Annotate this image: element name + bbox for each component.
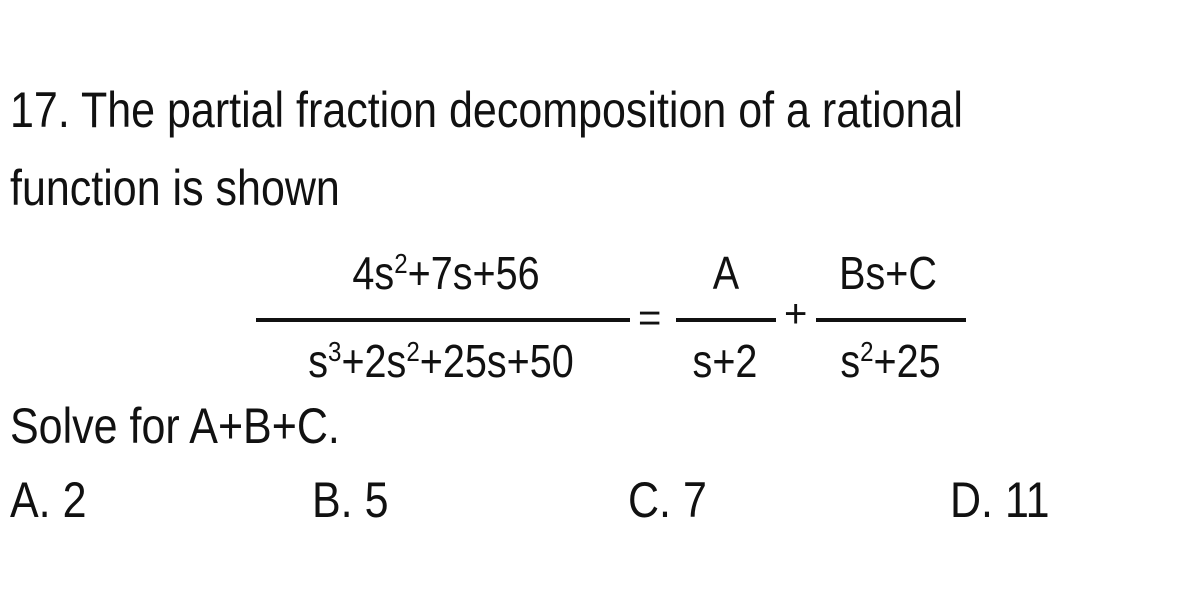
lhs-numerator xyxy=(317,248,575,305)
plus-sign: + xyxy=(784,292,808,336)
lhs-den-b: +2s xyxy=(341,335,407,387)
solve-instruction: Solve for A+B+C. xyxy=(10,398,340,454)
lhs-den-exp1: 3 xyxy=(328,336,342,367)
lhs-num-exp: 2 xyxy=(394,248,408,279)
choice-a: A. 2 xyxy=(10,472,87,528)
t2-den-a: s xyxy=(840,335,861,387)
question-line-2: function is shown xyxy=(10,160,340,216)
term2-fraction-bar xyxy=(816,318,966,322)
term2-numerator: Bs+C xyxy=(839,247,937,299)
t2-den-b: +25 xyxy=(873,335,941,387)
lhs-den-a: s xyxy=(308,335,329,387)
lhs-den-c: +25s+50 xyxy=(419,335,574,387)
choice-b: B. 5 xyxy=(312,472,389,528)
lhs-num-a: 4s xyxy=(352,247,395,299)
choice-c: C. 7 xyxy=(628,472,707,528)
term1-denominator: s+2 xyxy=(692,335,758,387)
lhs-denominator xyxy=(265,336,618,393)
term1-numerator: A xyxy=(712,247,740,299)
t2-den-exp: 2 xyxy=(860,336,874,367)
lhs-fraction-bar xyxy=(256,318,630,322)
term1-fraction-bar xyxy=(676,318,776,322)
question-line-1: 17. The partial fraction decomposition of a rational xyxy=(10,82,963,138)
equals-sign: = xyxy=(638,296,662,340)
lhs-den-exp2: 2 xyxy=(406,336,420,367)
choice-d: D. 11 xyxy=(950,472,1050,528)
lhs-num-b: +7s+56 xyxy=(407,247,540,299)
term2-denominator xyxy=(820,336,962,393)
